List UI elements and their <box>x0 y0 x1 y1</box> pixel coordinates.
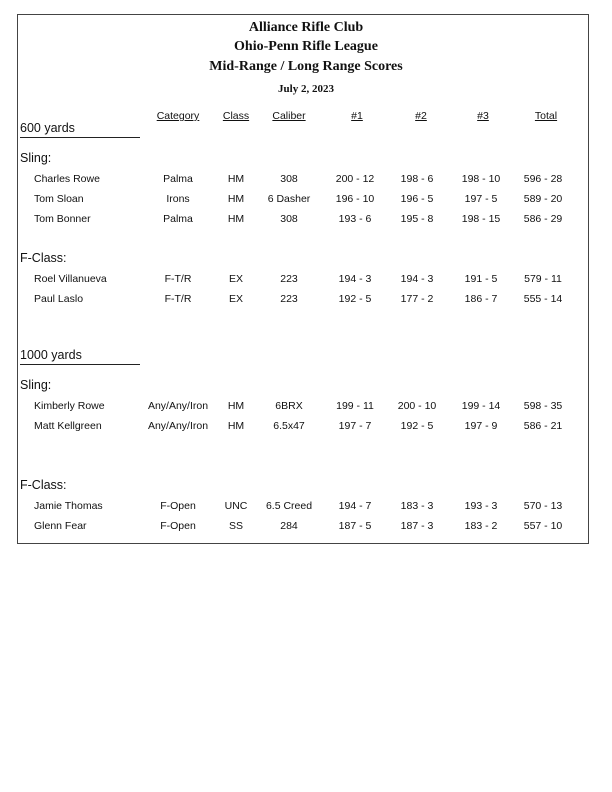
group-label: Sling: <box>20 151 52 165</box>
cell-total: 589 - 20 <box>523 193 563 205</box>
event-date: July 2, 2023 <box>278 83 334 95</box>
cell-total: 570 - 13 <box>523 500 563 512</box>
cell-score-2: 177 - 2 <box>400 293 434 305</box>
table-row <box>0 520 612 534</box>
cell-caliber: 308 <box>280 173 298 185</box>
cell-class: EX <box>228 273 243 285</box>
cell-category: F-T/R <box>164 273 192 285</box>
cell-class: SS <box>228 520 243 532</box>
cell-score-1: 193 - 6 <box>338 213 372 225</box>
cell-class: HM <box>227 420 245 432</box>
table-row <box>0 213 612 227</box>
header-score-2: #2 <box>415 110 427 122</box>
cell-total: 586 - 21 <box>523 420 563 432</box>
cell-class: EX <box>228 293 243 305</box>
header-category: Category <box>156 110 200 122</box>
table-row <box>0 273 612 287</box>
header-total: Total <box>534 110 558 122</box>
cell-class: HM <box>227 400 245 412</box>
cell-shooter-name: Kimberly Rowe <box>34 400 105 412</box>
cell-category: Any/Any/Iron <box>147 420 209 432</box>
cell-caliber: 284 <box>280 520 298 532</box>
cell-total: 596 - 28 <box>523 173 563 185</box>
cell-category: F-T/R <box>164 293 192 305</box>
cell-score-3: 197 - 9 <box>464 420 498 432</box>
cell-shooter-name: Matt Kellgreen <box>34 420 102 432</box>
cell-score-2: 183 - 3 <box>400 500 434 512</box>
cell-score-1: 192 - 5 <box>338 293 372 305</box>
cell-shooter-name: Glenn Fear <box>34 520 87 532</box>
table-row <box>0 400 612 414</box>
header-score-1: #1 <box>351 110 363 122</box>
group-label: F-Class: <box>20 251 67 265</box>
cell-category: F-Open <box>160 520 196 532</box>
cell-score-1: 194 - 3 <box>338 273 372 285</box>
cell-score-2: 200 - 10 <box>397 400 437 412</box>
cell-total: 557 - 10 <box>523 520 563 532</box>
table-row <box>0 500 612 514</box>
cell-caliber: 6BRX <box>275 400 303 412</box>
cell-category: Palma <box>163 213 193 225</box>
cell-total: 598 - 35 <box>523 400 563 412</box>
header-caliber: Caliber <box>272 110 306 122</box>
cell-shooter-name: Tom Bonner <box>34 213 91 225</box>
cell-score-1: 200 - 12 <box>335 173 375 185</box>
cell-shooter-name: Charles Rowe <box>34 173 100 185</box>
cell-shooter-name: Tom Sloan <box>34 193 84 205</box>
cell-score-1: 196 - 10 <box>335 193 375 205</box>
cell-score-2: 187 - 3 <box>400 520 434 532</box>
cell-caliber: 6 Dasher <box>267 193 311 205</box>
section-label: 1000 yards <box>20 348 140 365</box>
cell-score-2: 198 - 6 <box>400 173 434 185</box>
event-title: Mid-Range / Long Range Scores <box>209 59 403 74</box>
section-label: 600 yards <box>20 121 140 138</box>
cell-score-2: 194 - 3 <box>400 273 434 285</box>
cell-caliber: 223 <box>280 293 298 305</box>
cell-score-2: 195 - 8 <box>400 213 434 225</box>
cell-shooter-name: Paul Laslo <box>34 293 84 305</box>
cell-shooter-name: Jamie Thomas <box>34 500 103 512</box>
cell-class: HM <box>227 213 245 225</box>
cell-caliber: 223 <box>280 273 298 285</box>
table-row <box>0 293 612 307</box>
club-title: Alliance Rifle Club <box>248 20 364 35</box>
cell-category: Irons <box>166 193 190 205</box>
table-row <box>0 193 612 207</box>
cell-score-3: 191 - 5 <box>464 273 498 285</box>
cell-caliber: 6.5x47 <box>273 420 305 432</box>
group-label: F-Class: <box>20 478 67 492</box>
cell-caliber: 6.5 Creed <box>265 500 313 512</box>
table-row <box>0 420 612 434</box>
cell-score-3: 186 - 7 <box>464 293 498 305</box>
cell-score-1: 187 - 5 <box>338 520 372 532</box>
cell-class: HM <box>227 193 245 205</box>
cell-category: F-Open <box>160 500 196 512</box>
cell-category: Palma <box>163 173 193 185</box>
cell-score-3: 198 - 10 <box>461 173 501 185</box>
cell-class: HM <box>227 173 245 185</box>
group-label: Sling: <box>20 378 52 392</box>
cell-score-3: 193 - 3 <box>464 500 498 512</box>
cell-shooter-name: Roel Villanueva <box>34 273 107 285</box>
cell-total: 579 - 11 <box>524 273 562 285</box>
cell-score-1: 194 - 7 <box>338 500 372 512</box>
cell-score-3: 199 - 14 <box>461 400 501 412</box>
cell-score-1: 197 - 7 <box>338 420 372 432</box>
table-row <box>0 173 612 187</box>
cell-score-1: 199 - 11 <box>336 400 374 412</box>
cell-class: UNC <box>224 500 248 512</box>
cell-caliber: 308 <box>280 213 298 225</box>
cell-score-3: 183 - 2 <box>464 520 498 532</box>
cell-score-3: 197 - 5 <box>464 193 498 205</box>
cell-score-3: 198 - 15 <box>461 213 501 225</box>
cell-total: 586 - 29 <box>523 213 563 225</box>
cell-score-2: 196 - 5 <box>400 193 434 205</box>
cell-score-2: 192 - 5 <box>400 420 434 432</box>
header-score-3: #3 <box>477 110 489 122</box>
league-title: Ohio-Penn Rifle League <box>234 39 378 54</box>
cell-total: 555 - 14 <box>523 293 563 305</box>
header-class: Class <box>222 110 250 122</box>
cell-category: Any/Any/Iron <box>147 400 209 412</box>
